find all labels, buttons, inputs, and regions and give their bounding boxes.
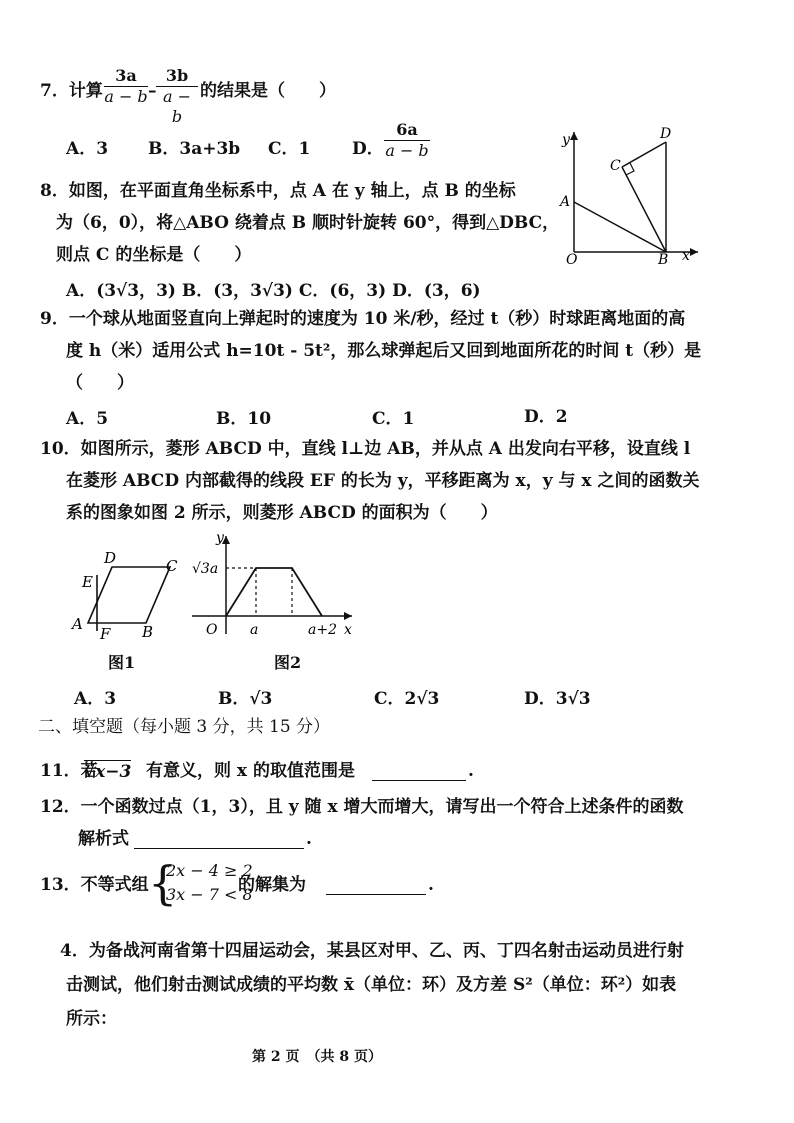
q10-figure-1-rhombus	[66, 545, 186, 645]
q7-tail: 的结果是（ ）	[200, 81, 336, 101]
q10-line-3: 系的图象如图 2 所示，则菱形 ABCD 的面积为（ ）	[66, 503, 498, 523]
q8-origin-label: O	[566, 252, 578, 268]
q13-period: .	[428, 875, 434, 895]
q14-line-3: 所示：	[66, 1009, 117, 1029]
q10-line-1: 10．如图所示，菱形 ABCD 中，直线 l⊥边 AB，并从点 A 出发向右平移，设直线 l	[40, 439, 691, 459]
q8-x-axis-label: x	[682, 248, 690, 264]
q8-point-d-label: D	[660, 126, 672, 142]
q12-line-1: 12．一个函数过点（1，3），且 y 随 x 增大而增大，请写出一个符合上述条件的函数	[40, 797, 684, 817]
q9-line-1: 9．一个球从地面竖直向上弹起时的速度为 10 米/秒，经过 t（秒）时球距离地面的高	[40, 309, 686, 329]
q9-option-c: C．1	[372, 409, 415, 429]
q8-point-a-label: A	[560, 194, 571, 210]
q10-option-d: D．3√3	[524, 689, 591, 709]
q10-fig2-tick-a2-label: a+2	[308, 622, 337, 638]
q11-radical-expression: √x−3	[84, 762, 132, 782]
section-2-heading: 二、填空题（每小题 3 分，共 15 分）	[38, 717, 331, 737]
q10-fig1-point-a-label: A	[72, 615, 83, 633]
q7-minus: –	[148, 81, 157, 101]
q7-fraction-1: $\frac{3a}{a - b}$	[104, 66, 148, 106]
q14-line-2: 击测试，他们射击测试成绩的平均数 x̄（单位：环）及方差 S²（单位：环²）如表	[66, 975, 677, 995]
q7-fraction-2: $\frac{3b}{a - b}$	[156, 66, 198, 127]
q8-point-c-label: C	[610, 158, 621, 174]
q9-option-a: A．5	[66, 409, 109, 429]
q10-fig1-point-e-label: E	[82, 573, 93, 591]
q10-fig1-point-f-label: F	[100, 625, 111, 643]
q10-option-c: C．2√3	[374, 689, 440, 709]
q8-point-b-label: B	[658, 252, 669, 268]
q9-line-2: 度 h（米）适用公式 h=10t - 5t²，那么球弹起后又回到地面所花的时间 t（秒）是	[66, 341, 702, 361]
q8-line-1: 8．如图，在平面直角坐标系中，点 A 在 y 轴上，点 B 的坐标	[40, 181, 516, 201]
q7-option-a: A．3	[66, 139, 109, 159]
q7-lead: 7．计算	[40, 81, 103, 101]
q7-option-b: B．3a+3b	[148, 139, 241, 159]
q10-fig1-point-d-label: D	[104, 549, 117, 567]
q8-y-axis-label: y	[562, 132, 570, 148]
q14-line-1: 4．为备战河南省第十四届运动会，某县区对甲、乙、丙、丁四名射击运动员进行射	[60, 941, 684, 961]
q10-fig2-x-axis-label: x	[344, 622, 352, 638]
q7-option-d-label: D．	[352, 139, 384, 159]
q12-line-2: 解析式	[78, 829, 129, 849]
q7-option-d-fraction: $\frac{6a}{a - b}$	[385, 120, 429, 160]
q8-line-3: 则点 C 的坐标是（ ）	[56, 245, 252, 265]
q8-options: A．(3√3，3) B．(3，3√3) C．(6，3) D．(3，6)	[66, 281, 481, 301]
q7-option-c: C．1	[268, 139, 311, 159]
q9-option-b: B．10	[216, 409, 272, 429]
q13-brace: {	[148, 856, 178, 910]
q13-inequality-1: 2x − 4 ≥ 2	[166, 861, 253, 880]
q11-answer-blank[interactable]	[372, 780, 466, 781]
q10-fig2-y-axis-label: y	[216, 530, 224, 546]
q8-line-2: 为（6，0），将△ABO 绕着点 B 顺时针旋转 60°，得到△DBC，	[56, 213, 560, 233]
q10-fig2-ymax-label: √3a	[192, 561, 219, 577]
q10-option-b: B．√3	[218, 689, 273, 709]
page-footer: 第 2 页 （共 8 页）	[252, 1049, 382, 1065]
q9-option-d: D．2	[524, 407, 568, 427]
q10-fig1-point-c-label: C	[166, 557, 178, 575]
q11-tail: 有意义，则 x 的取值范围是	[146, 761, 355, 781]
q13-inequality-2: 3x − 7 < 8	[166, 885, 253, 904]
q11-lead: 11．若	[40, 761, 98, 781]
q11-period: .	[468, 761, 474, 781]
q12-period: .	[306, 829, 312, 849]
q10-line-2: 在菱形 ABCD 内部截得的线段 EF 的长为 y，平移距离为 x，y 与 x 之间的函数关	[66, 471, 700, 491]
q10-option-a: A．3	[74, 689, 117, 709]
q10-figure-2-graph	[186, 530, 356, 640]
q10-fig1-point-b-label: B	[142, 623, 154, 641]
q13-tail: 的解集为	[238, 875, 306, 895]
q13-answer-blank[interactable]	[326, 894, 426, 895]
q10-fig2-origin-label: O	[206, 622, 218, 638]
q12-answer-blank[interactable]	[134, 848, 304, 849]
q10-fig2-tick-a-label: a	[250, 622, 259, 638]
q10-figure-2-caption: 图2	[274, 653, 302, 672]
q8-coordinate-figure	[550, 122, 710, 268]
q13-lead: 13．不等式组	[40, 875, 149, 895]
q9-line-3: （ ）	[66, 373, 134, 393]
q10-figure-1-caption: 图1	[108, 653, 136, 672]
